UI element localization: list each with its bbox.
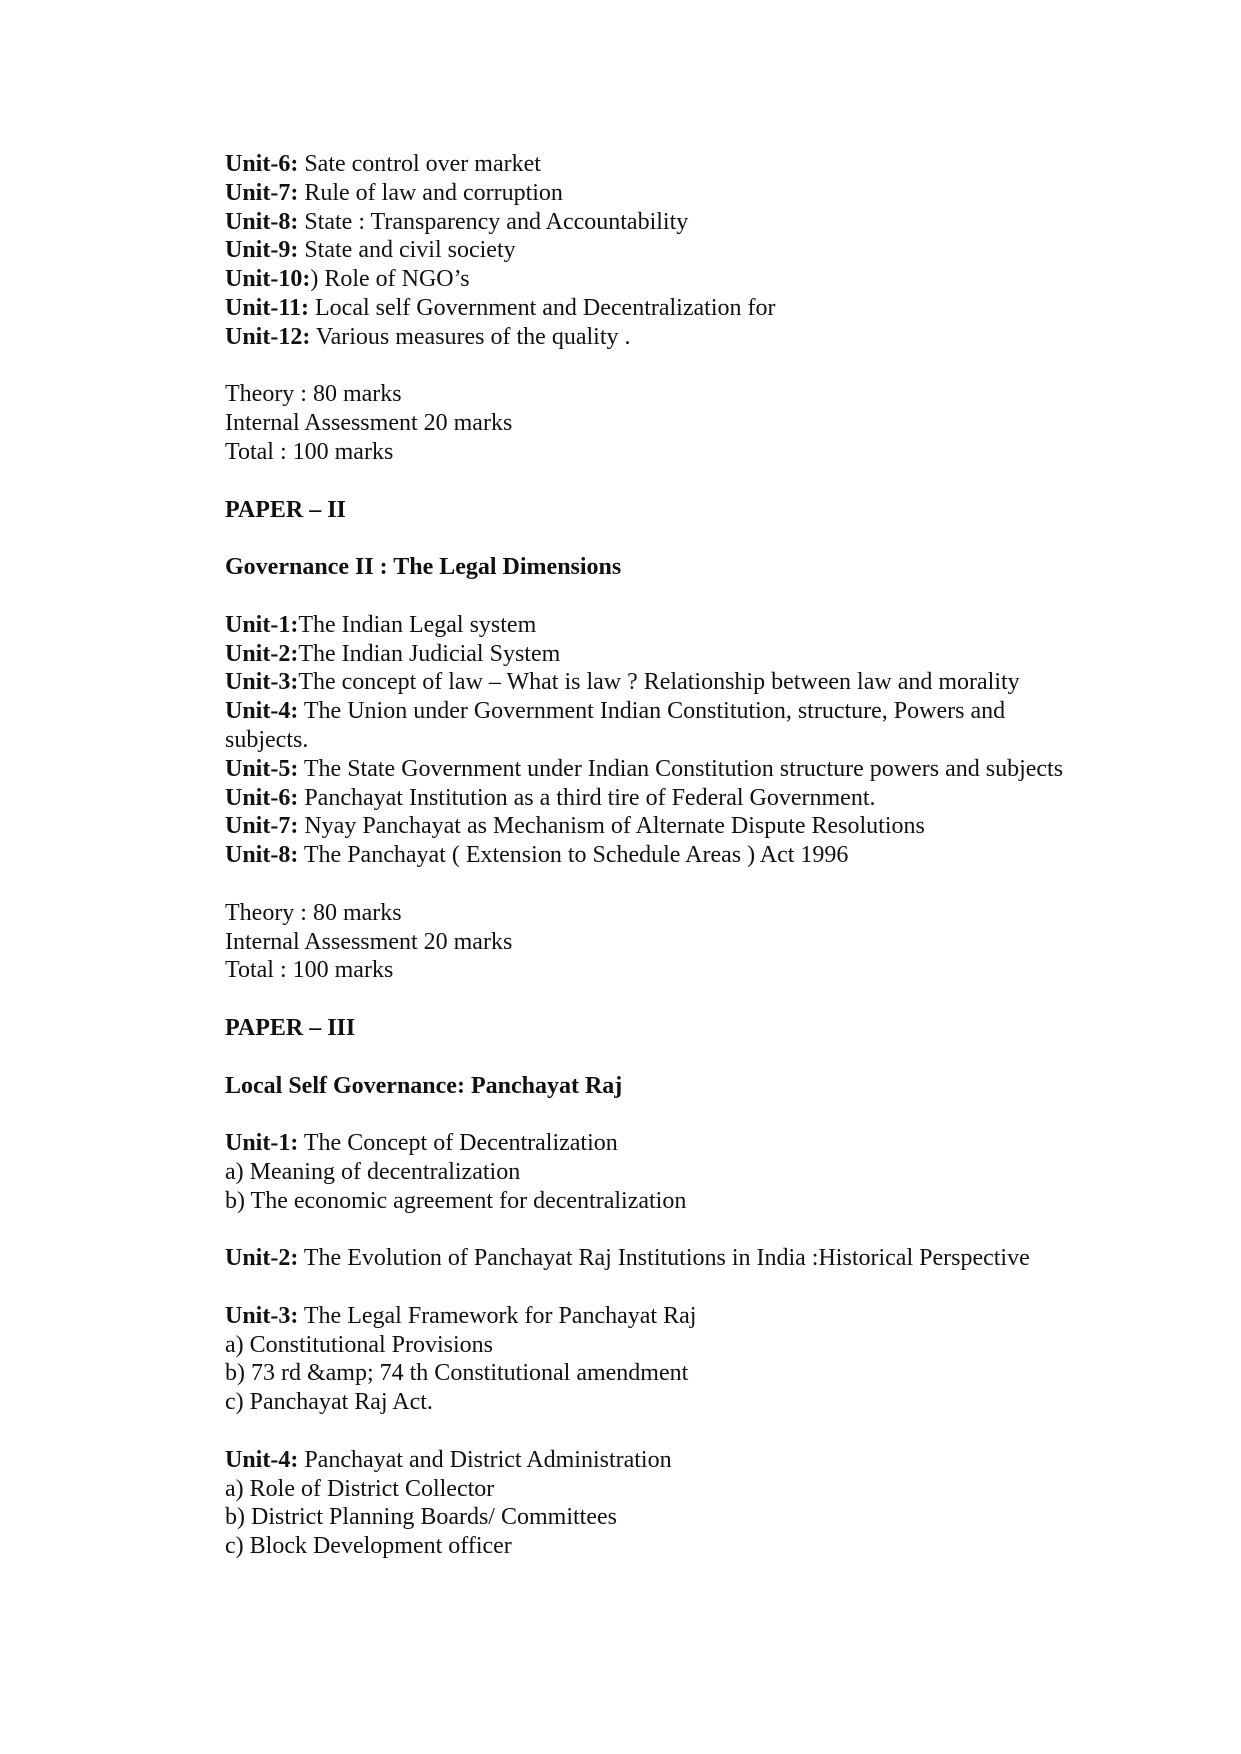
unit-line <box>225 611 1085 640</box>
unit-text: Panchayat Institution as a third tire of Federal Government. <box>298 784 876 811</box>
unit-text: The Evolution of Panchayat Raj Institutions in India :Historical Perspective <box>298 1245 1030 1272</box>
marks-theory: Theory : 80 marks <box>225 899 402 926</box>
unit-text: The Panchayat ( Extension to Schedule Areas ) Act 1996 <box>298 842 849 869</box>
paper-title-text: Governance II : The Legal Dimensions <box>225 554 622 581</box>
unit-text: Panchayat and District Administration <box>298 1446 672 1473</box>
spacer <box>225 1100 1085 1129</box>
unit-text: The Concept of Decentralization <box>298 1130 618 1157</box>
unit-line <box>225 640 1085 669</box>
unit-label: Unit-7: <box>225 813 299 840</box>
unit-text: Nyay Panchayat as Mechanism of Alternate Dispute Resolutions <box>298 813 925 840</box>
unit-line <box>225 812 1085 841</box>
unit-text: The Indian Legal system <box>298 611 537 638</box>
unit-line <box>225 150 1085 179</box>
sub-item: c) Panchayat Raj Act. <box>225 1389 433 1416</box>
spacer <box>225 582 1085 611</box>
unit-label: Unit-10: <box>225 266 311 293</box>
paper-title-text: Local Self Governance: Panchayat Raj <box>225 1072 623 1099</box>
marks-theory: Theory : 80 marks <box>225 381 402 408</box>
unit-line <box>225 1302 1085 1331</box>
spacer <box>225 1043 1085 1072</box>
spacer <box>225 352 1085 381</box>
unit-line <box>225 784 1085 813</box>
unit-text: Sate control over market <box>298 151 541 177</box>
paper-heading-text: PAPER – II <box>225 496 346 523</box>
unit-label: Unit-2: <box>225 1245 299 1272</box>
unit-label: Unit-5: <box>225 755 299 782</box>
unit-line <box>225 1129 1085 1158</box>
unit-line <box>225 755 1085 784</box>
spacer <box>225 985 1085 1014</box>
unit-text: The Union under Government Indian Constitution, structure, Powers and subjects. <box>225 698 1006 753</box>
sub-item: b) District Planning Boards/ Committees <box>225 1504 617 1531</box>
spacer <box>225 1273 1085 1302</box>
unit-line <box>225 697 1085 755</box>
sub-item: b) The economic agreement for decentralization <box>225 1187 687 1214</box>
unit-label: Unit-6: <box>225 151 299 177</box>
paper-heading <box>225 1014 1085 1043</box>
marks-internal: Internal Assessment 20 marks <box>225 928 513 955</box>
unit-label: Unit-12: <box>225 323 311 350</box>
unit-label: Unit-4: <box>225 1446 299 1473</box>
unit-line <box>225 179 1085 208</box>
spacer <box>225 1417 1085 1446</box>
paper-heading <box>225 496 1085 525</box>
unit-text: The concept of law – What is law ? Relationship between law and morality <box>298 669 1020 696</box>
unit-line <box>225 841 1085 870</box>
marks-total: Total : 100 marks <box>225 438 394 465</box>
unit-text: The Legal Framework for Panchayat Raj <box>298 1302 697 1329</box>
unit-line <box>225 323 1085 352</box>
unit-line <box>225 1446 1085 1475</box>
spacer <box>225 870 1085 899</box>
unit-label: Unit-8: <box>225 842 299 869</box>
unit-label: Unit-11: <box>225 294 309 321</box>
unit-line <box>225 208 1085 237</box>
sub-item: b) 73 rd &amp; 74 th Constitutional amendment <box>225 1360 689 1387</box>
spacer <box>225 1215 1085 1244</box>
unit-label: Unit-9: <box>225 237 299 264</box>
unit-label: Unit-1: <box>225 1130 299 1157</box>
unit-text: Local self Government and Decentralization for <box>309 294 776 321</box>
paper-heading-text: PAPER – III <box>225 1014 356 1041</box>
unit-label: Unit-3: <box>225 1302 299 1329</box>
unit-text: State : Transparency and Accountability <box>298 208 689 235</box>
unit-label: Unit-3: <box>225 669 299 696</box>
unit-line <box>225 668 1085 697</box>
unit-line <box>225 294 1085 323</box>
paper-title <box>225 1072 1085 1101</box>
spacer <box>225 467 1085 496</box>
unit-text: Rule of law and corruption <box>298 179 563 206</box>
spacer <box>225 524 1085 553</box>
sub-item: a) Role of District Collector <box>225 1475 495 1502</box>
paper-title <box>225 553 1085 582</box>
document-content <box>225 150 1085 1561</box>
unit-label: Unit-2: <box>225 640 299 667</box>
unit-line <box>225 1244 1085 1273</box>
sub-item: a) Meaning of decentralization <box>225 1158 521 1185</box>
sub-item: a) Constitutional Provisions <box>225 1331 494 1358</box>
unit-label: Unit-7: <box>225 179 299 206</box>
unit-text: Various measures of the quality . <box>310 323 631 350</box>
unit-text: ) Role of NGO’s <box>310 266 470 293</box>
unit-line <box>225 265 1085 294</box>
unit-text: The State Government under Indian Constitution structure powers and subjects <box>298 755 1064 782</box>
sub-item: c) Block Development officer <box>225 1533 512 1560</box>
unit-label: Unit-8: <box>225 208 299 235</box>
unit-label: Unit-4: <box>225 698 299 725</box>
unit-label: Unit-6: <box>225 784 299 811</box>
marks-total: Total : 100 marks <box>225 957 394 984</box>
unit-text: State and civil society <box>298 237 516 264</box>
marks-internal: Internal Assessment 20 marks <box>225 410 513 437</box>
unit-text: The Indian Judicial System <box>298 640 561 667</box>
unit-line <box>225 236 1085 265</box>
unit-label: Unit-1: <box>225 611 299 638</box>
